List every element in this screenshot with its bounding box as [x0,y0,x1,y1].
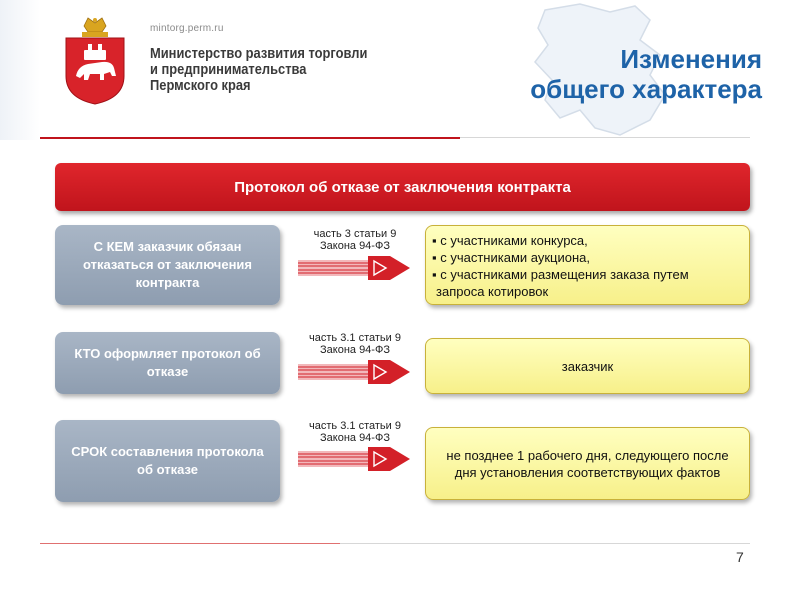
arrow-right-icon [298,447,410,471]
ministry-line-2: и предпринимательства [150,61,307,78]
slide-title [530,44,762,104]
answer-item: ▪ с участниками аукциона, [432,249,741,266]
arrow-right-icon [298,256,410,280]
law-reference-2 [295,332,415,356]
answer-box-with-whom [425,225,750,305]
footer-divider-accent [40,543,340,544]
answer-item-continuation: запроса котировок [436,284,549,299]
law-reference-3-line-1: часть 3.1 статьи 9 [309,420,401,432]
slide-title-line-2: общего характера [530,74,762,104]
page-number: 7 [736,549,744,565]
law-reference-3-line-2: Закона 94-ФЗ [320,432,390,444]
question-box-who: КТО оформляет протокол об отказе [55,332,280,394]
site-url: mintorg.perm.ru [150,23,224,34]
left-decorative-strip [0,0,40,140]
question-box-deadline: СРОК составления протокола об отказе [55,420,280,502]
law-reference-1-line-1: часть 3 статьи 9 [313,228,397,240]
slide-title-line-1: Изменения [620,44,762,74]
question-box-with-whom: С КЕМ заказчик обязан отказаться от заключения контракта [55,225,280,305]
header-divider-accent [40,137,460,139]
arrow-right-icon [298,360,410,384]
ministry-name [150,46,367,94]
answer-box-who: заказчик [425,338,750,394]
law-reference-2-line-1: часть 3.1 статьи 9 [309,332,401,344]
perm-krai-emblem-icon [62,14,128,106]
law-reference-2-line-2: Закона 94-ФЗ [320,344,390,356]
answer-list [426,226,749,300]
answer-box-deadline: не позднее 1 рабочего дня, следующего после дня установления соответствующих фактов [425,427,750,500]
ministry-line-3: Пермского края [150,77,251,94]
answer-item: ▪ с участниками размещения заказа путем [432,266,741,283]
banner-title: Протокол об отказе от заключения контракта [55,163,750,211]
law-reference-1 [295,228,415,252]
law-reference-3 [295,420,415,444]
law-reference-1-line-2: Закона 94-ФЗ [320,240,390,252]
ministry-line-1: Министерство развития торговли [150,45,368,62]
answer-item: ▪ с участниками конкурса, [432,232,741,249]
